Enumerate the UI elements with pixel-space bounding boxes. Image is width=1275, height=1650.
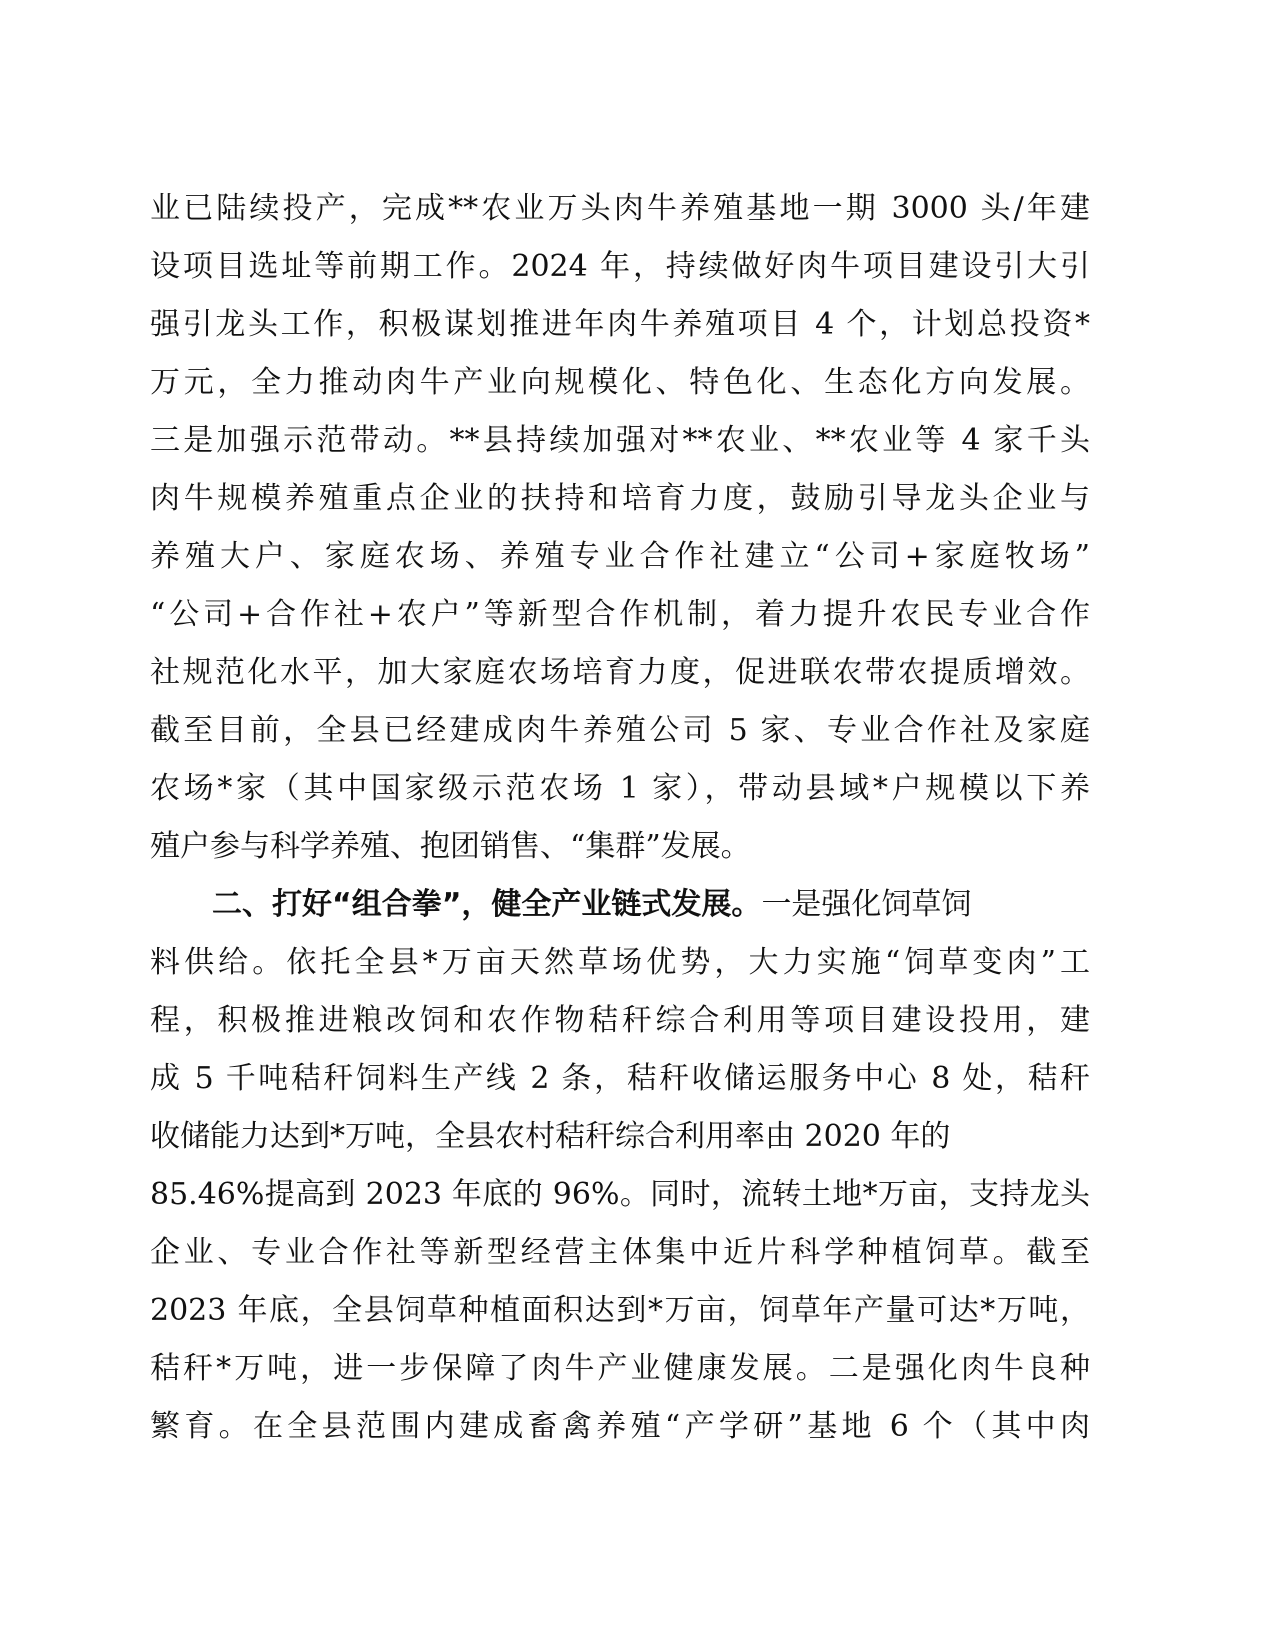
text-line: 养殖大户、家庭农场、养殖专业合作社建立“公司+家庭牧场” (150, 539, 1090, 574)
text-line: 肉牛规模养殖重点企业的扶持和培育力度，鼓励引导龙头企业与 (150, 481, 1090, 516)
section-heading-continuation: 一是强化饲草饲 (761, 887, 972, 922)
text-line: 社规范化水平，加大家庭农场培育力度，促进联农带农提质增效。 (150, 655, 1090, 690)
text-line: 农场*家（其中国家级示范农场 1 家），带动县域*户规模以下养 (150, 771, 1090, 806)
text-line: 2023 年底，全县饲草种植面积达到*万亩，饲草年产量可达*万吨， (150, 1293, 1090, 1328)
section-heading-line (150, 876, 1090, 934)
text-line: 85.46%提高到 2023 年底的 96%。同时，流转土地*万亩，支持龙头 (150, 1177, 1090, 1212)
text-line: 万元，全力推动肉牛产业向规模化、特色化、生态化方向发展。 (150, 365, 1090, 400)
text-line: 三是加强示范带动。**县持续加强对**农业、**农业等 4 家千头 (150, 423, 1090, 458)
text-line: 收储能力达到*万吨，全县农村秸秆综合利用率由 2020 年的 (150, 1119, 951, 1154)
text-line: 繁育。在全县范围内建成畜禽养殖“产学研”基地 6 个（其中肉 (150, 1409, 1090, 1444)
text-line: 强引龙头工作，积极谋划推进年肉牛养殖项目 4 个，计划总投资* (150, 307, 1090, 342)
body-text (150, 180, 1090, 1456)
text-line: 设项目选址等前期工作。2024 年，持续做好肉牛项目建设引大引 (150, 249, 1090, 284)
text-line: 秸秆*万吨，进一步保障了肉牛产业健康发展。二是强化肉牛良种 (150, 1351, 1090, 1386)
text-line: 成 5 千吨秸秆饲料生产线 2 条，秸秆收储运服务中心 8 处，秸秆 (150, 1061, 1090, 1096)
text-line: “公司+合作社+农户”等新型合作机制，着力提升农民专业合作 (150, 597, 1090, 632)
text-line: 程，积极推进粮改饲和农作物秸秆综合利用等项目建设投用，建 (150, 1003, 1090, 1038)
section-heading: 二、打好“组合拳”，健全产业链式发展。 (212, 887, 762, 922)
text-line: 企业、专业合作社等新型经营主体集中近片科学种植饲草。截至 (150, 1235, 1090, 1270)
text-line: 殖户参与科学养殖、抱团销售、“集群”发展。 (150, 829, 751, 864)
text-line: 业已陆续投产，完成**农业万头肉牛养殖基地一期 3000 头/年建 (150, 191, 1090, 226)
text-line: 截至目前，全县已经建成肉牛养殖公司 5 家、专业合作社及家庭 (150, 713, 1090, 748)
text-line: 料供给。依托全县*万亩天然草场优势，大力实施“饲草变肉”工 (150, 945, 1090, 980)
